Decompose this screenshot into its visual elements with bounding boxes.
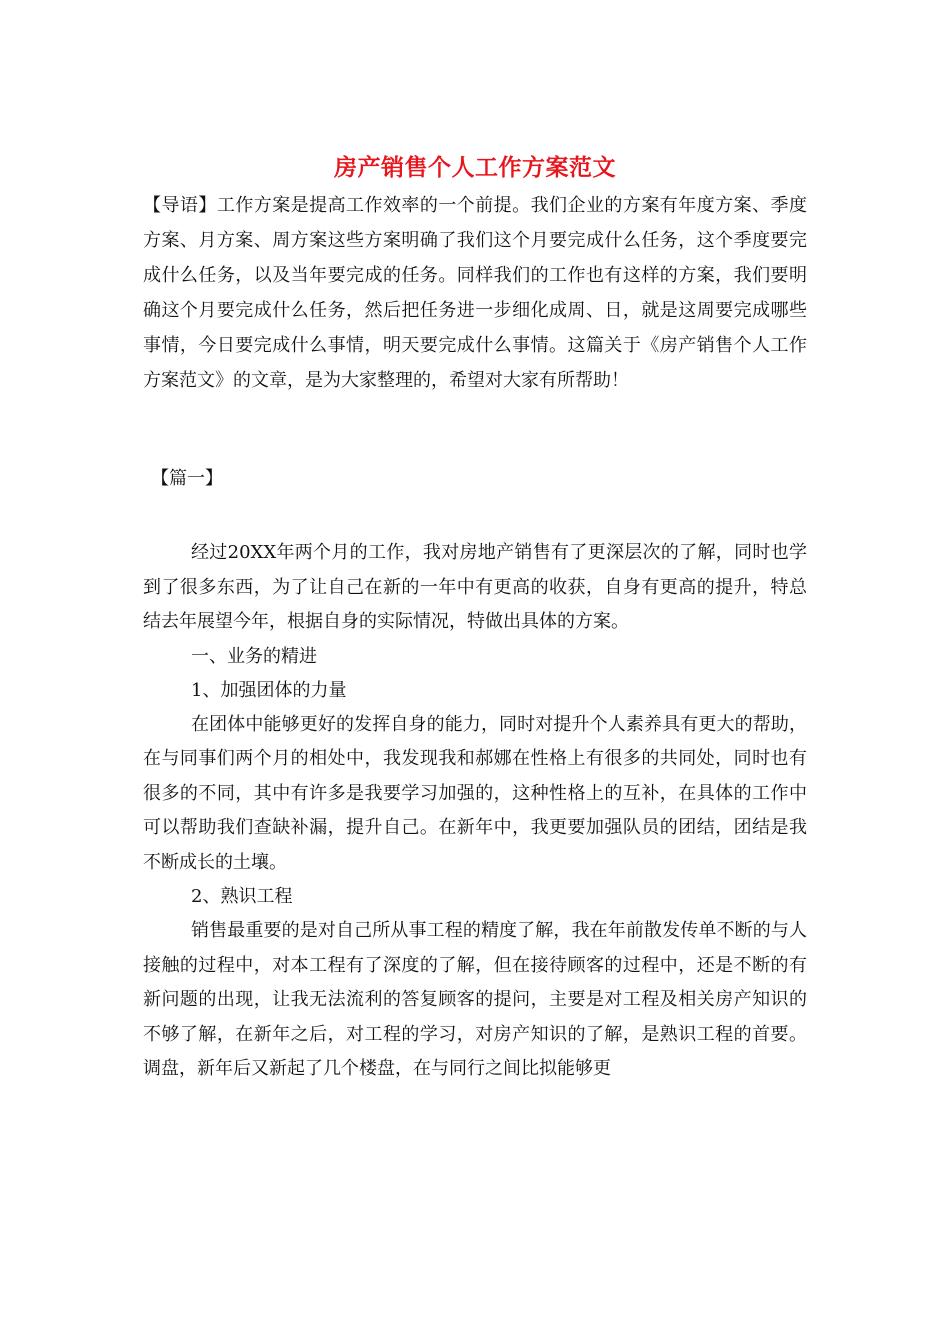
body-paragraph-2: 在团体中能够更好的发挥自身的能力，同时对提升个人素养具有更大的帮助，在与同事们两个月的相处中，我发现我和郝娜在性格上有很多的共同处，同时也有很多的不同，其中有许多是我要学习加强的，这种性格上的互补，在具体的工作中可以帮助我们查缺补漏，提升自己。在新年中，我更要加强队员的团结，团结是我不断成长的土壤。	[143, 713, 807, 873]
document-page	[143, 148, 807, 1087]
body-paragraph-1: 经过20XX年两个月的工作，我对房地产销售有了更深层次的了解，同时也学到了很多东西，为了让自己在新的一年中有更高的收获，自身有更高的提升，特总结去年展望今年，根据自身的实际情况，特做出具体的方案。	[143, 542, 807, 632]
heading-business: 一、业务的精进	[191, 645, 317, 667]
section-label: 【篇一】	[151, 468, 223, 489]
heading-team: 1、加强团体的力量	[191, 679, 347, 701]
heading-project: 2、熟识工程	[191, 886, 293, 907]
body-paragraph-3: 销售最重要的是对自己所从事工程的精度了解，我在年前散发传单不断的与人接触的过程中，对本工程有了深度的了解，但在接待顾客的过程中，还是不断的有新问题的出现，让我无法流利的答复顾客的提问，主要是对工程及相关房产知识的不够了解，在新年之后，对工程的学习，对房产知识的了解，是熟识工程的首要。调盘，新年后又新起了几个楼盘，在与同行之间比拟能够更	[143, 920, 807, 1079]
document-title: 房产销售个人工作方案范文	[334, 154, 616, 181]
intro-paragraph: 【导语】工作方案是提高工作效率的一个前提。我们企业的方案有年度方案、季度方案、月方案、周方案这些方案明确了我们这个月要完成什么任务，这个季度要完成什么任务，以及当年要完成的任务。同样我们的工作也有这样的方案，我们要明确这个月要完成什么任务，然后把任务进一步细化成周、日，就是这周要完成哪些事情，今日要完成什么事情，明天要完成什么事情。这篇关于《房产销售个人工作方案范文》的文章，是为大家整理的，希望对大家有所帮助！	[143, 195, 807, 391]
